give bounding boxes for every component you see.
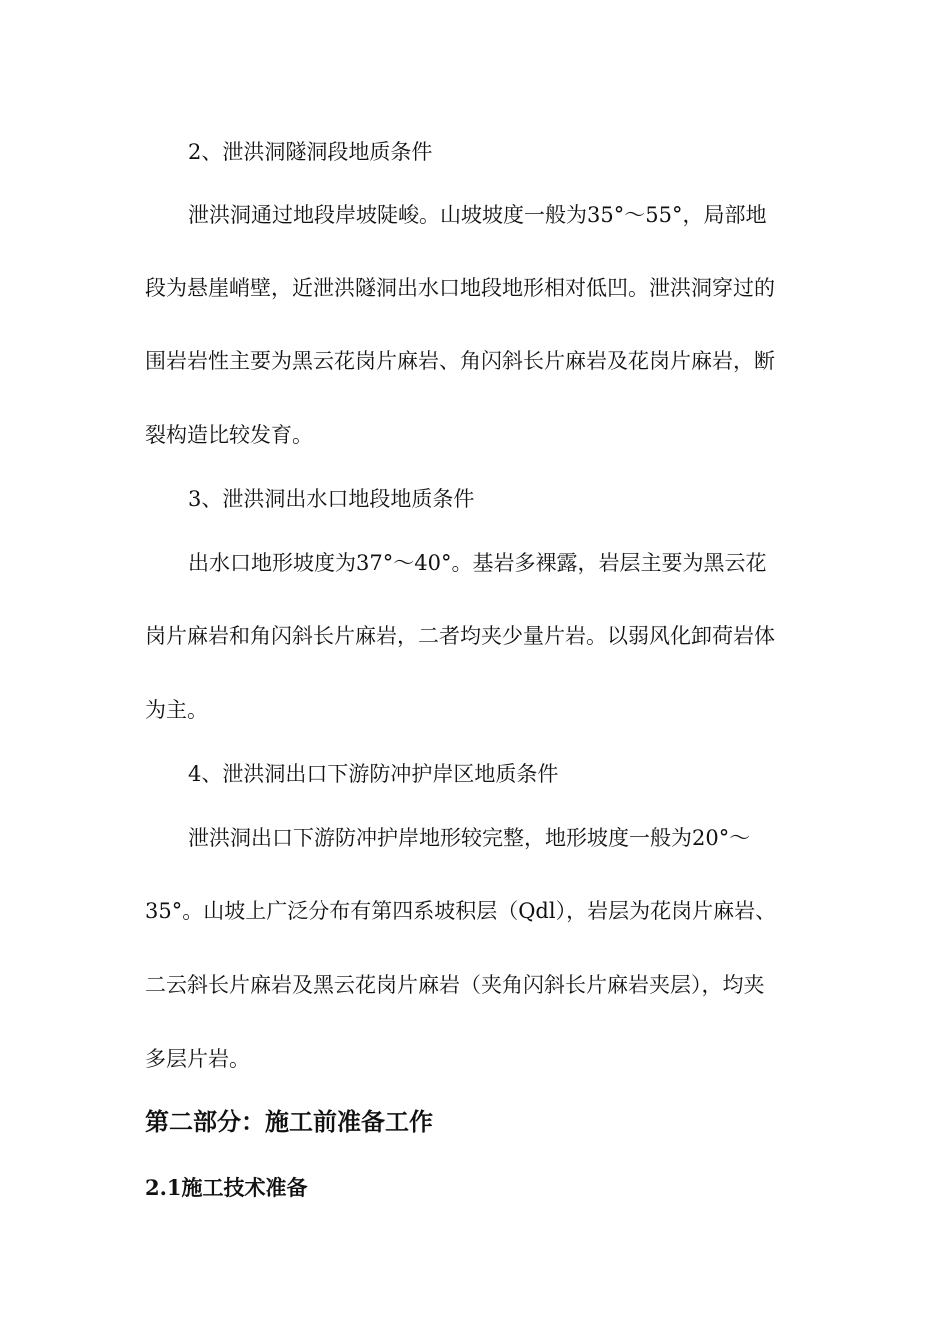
section-heading-3: 3、泄洪洞出水口地段地质条件 [188, 487, 475, 511]
paragraph-line: 裂构造比较发育。 [145, 423, 313, 447]
paragraph-line: 出水口地形坡度为37°～40°。基岩多裸露，岩层主要为黑云花 [188, 551, 767, 575]
paragraph-line: 35°。山坡上广泛分布有第四系坡积层（Qdl），岩层为花岗片麻岩、 [145, 899, 777, 923]
section-heading-2: 2、泄洪洞隧洞段地质条件 [188, 140, 433, 164]
part-title: 第二部分：施工前准备工作 [145, 1108, 433, 1136]
paragraph-line: 岗片麻岩和角闪斜长片麻岩，二者均夹少量片岩。以弱风化卸荷岩体 [145, 624, 775, 648]
paragraph-line: 泄洪洞出口下游防冲护岸地形较完整，地形坡度一般为20°～ [188, 826, 751, 850]
paragraph-line: 二云斜长片麻岩及黑云花岗片麻岩（夹角闪斜长片麻岩夹层），均夹 [145, 973, 765, 997]
paragraph-line: 为主。 [145, 698, 208, 722]
paragraph-line: 段为悬崖峭壁，近泄洪隧洞出水口地段地形相对低凹。泄洪洞穿过的 [145, 276, 775, 300]
section-heading-4: 4、泄洪洞出口下游防冲护岸区地质条件 [188, 762, 559, 786]
subsection-title: 2.1施工技术准备 [145, 1175, 308, 1200]
paragraph-line: 多层片岩。 [145, 1047, 250, 1071]
paragraph-line: 泄洪洞通过地段岸坡陡峻。山坡坡度一般为35°～55°，局部地 [188, 203, 767, 227]
paragraph-line: 围岩岩性主要为黑云花岗片麻岩、角闪斜长片麻岩及花岗片麻岩，断 [145, 349, 775, 373]
